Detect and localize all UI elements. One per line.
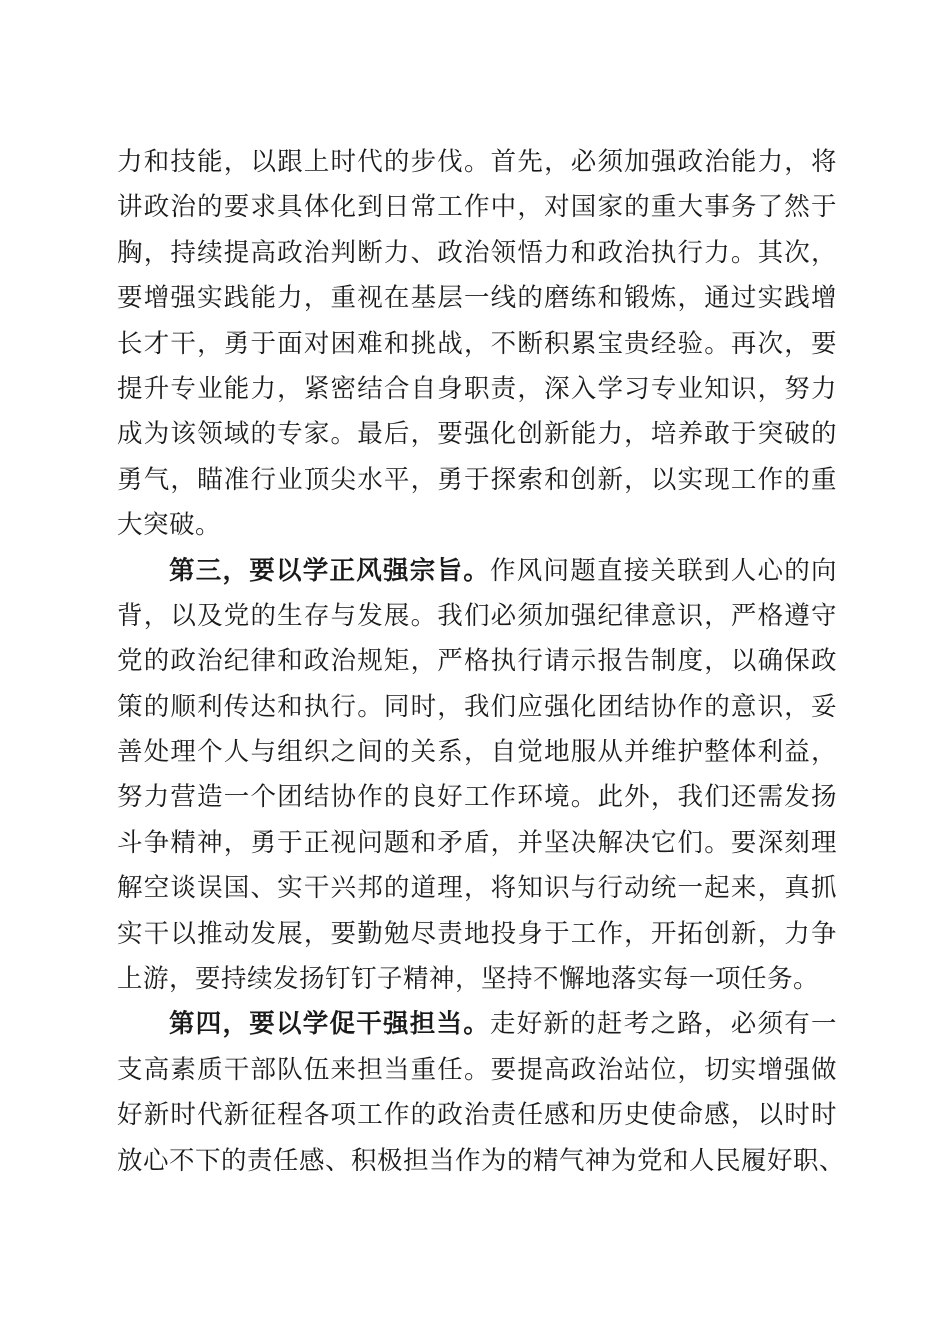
text-line: 策的顺利传达和执行。同时，我们应强化团结协作的意识，妥 xyxy=(117,691,837,722)
paragraph-heading: 第三，要以学正风强宗旨。 xyxy=(169,555,490,586)
text-line: 上游，要持续发扬钉钉子精神，坚持不懈地落实每一项任务。 xyxy=(117,964,820,995)
text-line: 努力营造一个团结协作的良好工作环境。此外，我们还需发扬 xyxy=(117,782,837,813)
text-line: 背，以及党的生存与发展。我们必须加强纪律意识，严格遵守 xyxy=(117,600,837,631)
text-line: 长才干，勇于面对困难和挑战，不断积累宝贵经验。再次，要 xyxy=(117,328,837,359)
text-line: 大突破。 xyxy=(117,510,222,541)
paragraph-first-line xyxy=(117,549,837,594)
paragraph-first-line xyxy=(117,1002,837,1047)
text-line: 好新时代新征程各项工作的政治责任感和历史使命感，以时时 xyxy=(117,1100,837,1131)
text-run: 作风问题直接关联到人心的向 xyxy=(490,555,837,586)
document-body xyxy=(117,140,846,1184)
text-line: 斗争精神，勇于正视问题和矛盾，并坚决解决它们。要深刻理 xyxy=(117,827,837,858)
text-line: 善处理个人与组织之间的关系，自觉地服从并维护整体利益， xyxy=(117,737,837,768)
text-line: 解空谈误国、实干兴邦的道理，将知识与行动统一起来，真抓 xyxy=(117,873,837,904)
text-line: 要增强实践能力，重视在基层一线的磨练和锻炼，通过实践增 xyxy=(117,283,837,314)
text-line: 党的政治纪律和政治规矩，严格执行请示报告制度，以确保政 xyxy=(117,646,837,677)
paragraph-fourth xyxy=(117,1002,846,1184)
text-line: 胸，持续提高政治判断力、政治领悟力和政治执行力。其次， xyxy=(117,237,837,268)
paragraph-heading: 第四，要以学促干强担当。 xyxy=(169,1009,490,1040)
text-line: 支高素质干部队伍来担当重任。要提高政治站位，切实增强做 xyxy=(117,1054,837,1085)
paragraph-third xyxy=(117,549,837,1003)
text-line: 力和技能，以跟上时代的步伐。首先，必须加强政治能力，将 xyxy=(117,147,837,177)
text-line: 放心不下的责任感、积极担当作为的精气神为党和人民履好职、 xyxy=(117,1145,846,1176)
text-line: 实干以推动发展，要勤勉尽责地投身于工作，开拓创新，力争 xyxy=(117,918,837,949)
text-line: 讲政治的要求具体化到日常工作中，对国家的重大事务了然于 xyxy=(117,192,837,223)
text-line: 提升专业能力，紧密结合自身职责，深入学习专业知识，努力 xyxy=(117,373,837,404)
text-line: 成为该领域的专家。最后，要强化创新能力，培养敢于突破的 xyxy=(117,419,837,450)
text-line: 勇气，瞄准行业顶尖水平，勇于探索和创新，以实现工作的重 xyxy=(117,464,837,495)
text-run: 走好新的赶考之路，必须有一 xyxy=(490,1009,837,1040)
paragraph-capabilities xyxy=(117,140,837,549)
